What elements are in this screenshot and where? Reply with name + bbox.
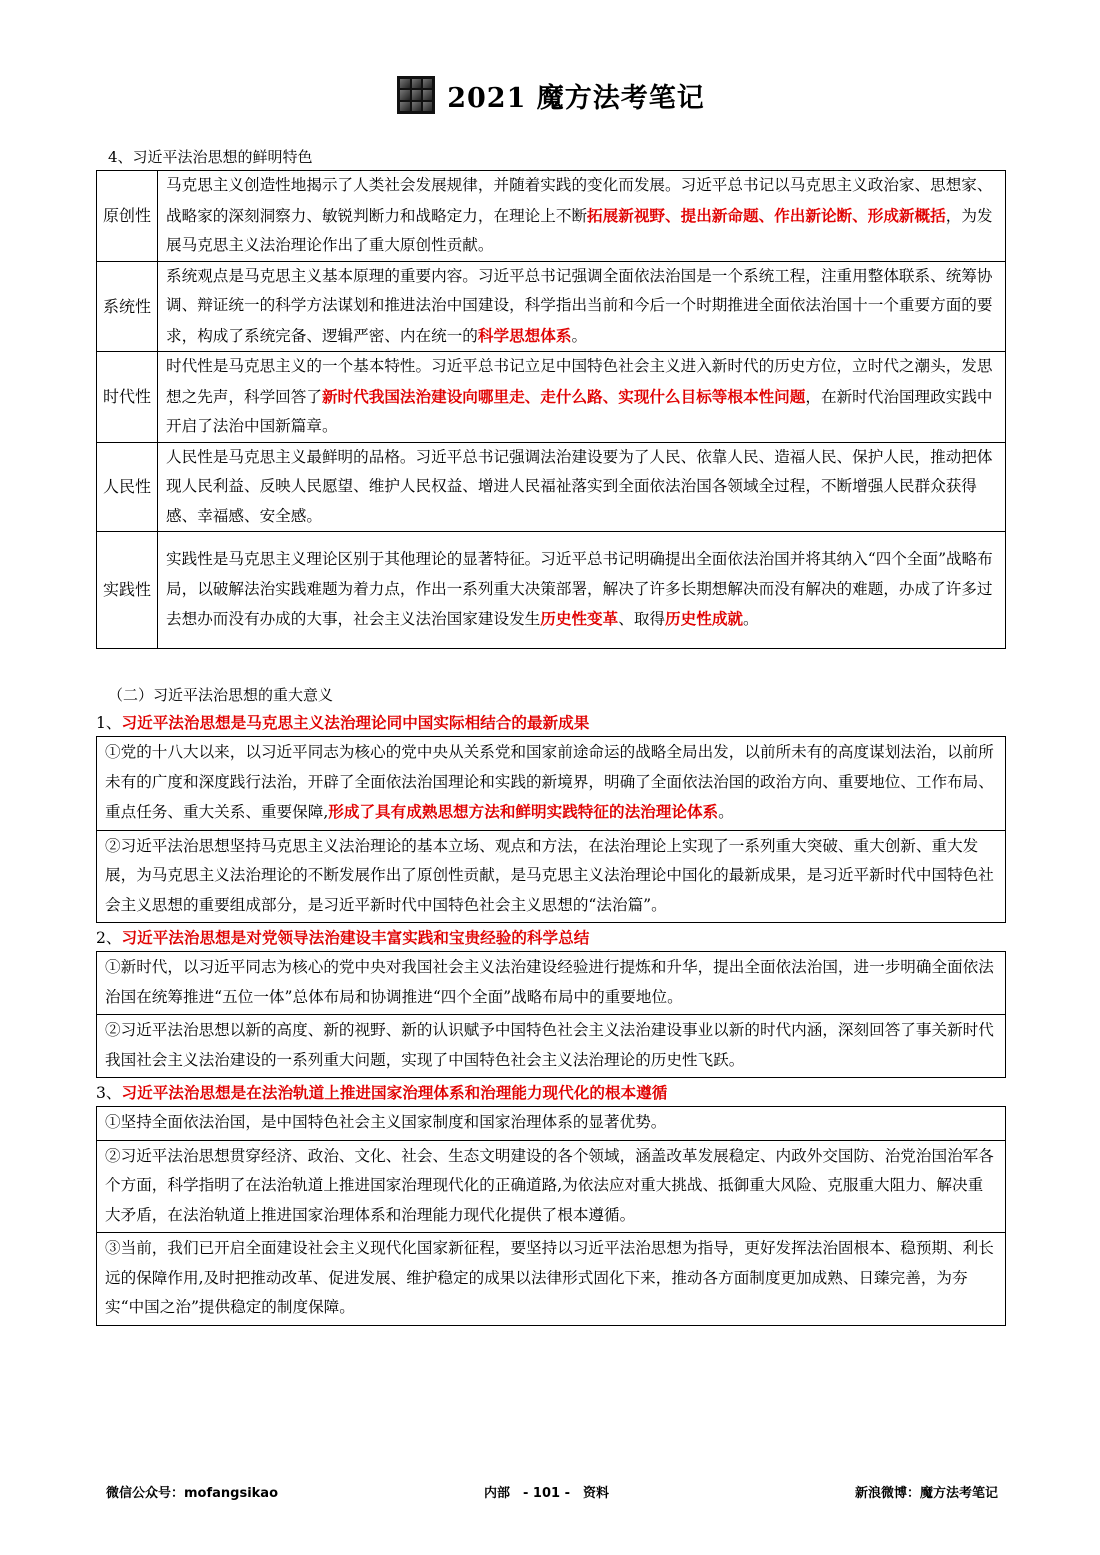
features-table bbox=[96, 170, 1006, 649]
feature-label: 人民性 bbox=[97, 442, 158, 532]
part2-caption: （二）习近平法治思想的重大意义 bbox=[108, 686, 334, 704]
body-text: 。 bbox=[718, 803, 734, 821]
heading-number: 3、 bbox=[96, 1084, 122, 1102]
section4-caption: 4、习近平法治思想的鲜明特色 bbox=[108, 148, 313, 166]
body-text: ①党的十八大以来，以习近平同志为核心的党中央从关系党和国家前途命运的战略全局出发，以前所未有的高度谋划法治，以前所未有的广度和深度践行法治，开辟了全面依法治国理论和实践的新境界，明确了全面依法治国的政治方向、重要地位、工作布局、重点任务、重大关系、重要保障, bbox=[105, 743, 994, 821]
significance-heading bbox=[96, 710, 1006, 736]
significance-box bbox=[96, 1106, 1006, 1326]
body-text: ，在新时代治国理政实践中开启了法治中国新篇章。 bbox=[166, 387, 993, 435]
footer-weibo: 新浪微博：魔方法考笔记 bbox=[854, 1486, 998, 1501]
feature-row bbox=[97, 442, 1006, 532]
feature-row bbox=[97, 171, 1006, 262]
significance-heading bbox=[96, 1080, 1006, 1106]
significance-heading bbox=[96, 925, 1006, 951]
footer-page-number: 内部 - 101 - 资料 bbox=[484, 1486, 609, 1501]
body-text: ③当前，我们已开启全面建设社会主义现代化国家新征程，要坚持以习近平法治思想为指导，更好发挥法治固根本、稳预期、利长远的保障作用,及时把推动改革、促进发展、维护稳定的成果以法律形式固化下来，推动各方面制度更加成熟、日臻完善，为夯实“中国之治”提供稳定的制度保障。 bbox=[105, 1239, 994, 1316]
header bbox=[96, 70, 1006, 120]
significance-item bbox=[97, 1015, 1005, 1077]
body-text: 时代性是马克思主义的一个基本特性。习近平总书记立足中国特色社会主义进入新时代的历史方位，立时代之潮头，发思想之先声，科学回答了 bbox=[166, 357, 993, 406]
significance-item bbox=[97, 1141, 1005, 1234]
feature-content bbox=[158, 171, 1006, 262]
body-text: 。 bbox=[571, 326, 588, 345]
footer-wechat: 微信公众号：mofangsikao bbox=[106, 1486, 279, 1501]
highlighted-text: 历史性变革 bbox=[540, 609, 619, 629]
significance-box bbox=[96, 951, 1006, 1078]
feature-label: 实践性 bbox=[97, 532, 158, 649]
significance-item bbox=[97, 831, 1005, 923]
body-text: ②习近平法治思想以新的高度、新的视野、新的认识赋予中国特色社会主义法治建设事业以新的时代内涵，深刻回答了事关新时代我国社会主义法治建设的一系列重大问题，实现了中国特色社会主义法治理论的历史性飞跃。 bbox=[105, 1021, 994, 1069]
significance-groups bbox=[96, 708, 1006, 1326]
footer bbox=[96, 1482, 1006, 1504]
body-text: 、取得 bbox=[618, 610, 666, 629]
highlighted-text: 形成了具有成熟思想方法和鲜明实践特征的法治理论体系 bbox=[328, 802, 719, 821]
heading-number: 2、 bbox=[96, 929, 122, 947]
feature-row bbox=[97, 532, 1006, 649]
feature-content bbox=[158, 442, 1006, 532]
heading-title: 习近平法治思想是对党领导法治建设丰富实践和宝贵经验的科学总结 bbox=[121, 928, 590, 947]
body-text: ②习近平法治思想坚持马克思主义法治理论的基本立场、观点和方法，在法治理论上实现了一系列重大突破、重大创新、重大发展，为马克思主义法治理论的不断发展作出了原创性贡献，是马克思主义法治理论中国化的最新成果，是习近平新时代中国特色社会主义思想的重要组成部分，是习近平新时代中国特色社会主义思想的“法治篇”。 bbox=[105, 836, 994, 914]
significance-item bbox=[97, 737, 1005, 831]
body-text: 。 bbox=[743, 610, 759, 629]
body-text: ①坚持全面依法治国，是中国特色社会主义国家制度和国家治理体系的显著优势。 bbox=[105, 1113, 667, 1131]
body-text: 实践性是马克思主义理论区别于其他理论的显著特征。习近平总书记明确提出全面依法治国并将其纳入“四个全面”战略布局，以破解法治实践难题为着力点，作出一系列重大决策部署，解决了许多长期想解决而没有解决的难题，办成了许多过去想办而没有办成的大事，社会主义法治国家建设发生 bbox=[166, 550, 993, 629]
significance-item bbox=[97, 952, 1005, 1015]
highlighted-text: 新时代我国法治建设向哪里走、走什么路、实现什么目标等根本性问题 bbox=[321, 386, 806, 406]
highlighted-text: 拓展新视野、提出新命题、作出新论断、形成新概括 bbox=[587, 205, 946, 225]
feature-label: 时代性 bbox=[97, 352, 158, 443]
body-text: 系统观点是马克思主义基本原理的重要内容。习近平总书记强调全面依法治国是一个系统工程，注重用整体联系、统筹协调、辩证统一的科学方法谋划和推进法治中国建设，科学指出当前和今后一个时期推进全面依法治国十一个重要方面的要求，构成了系统完备、逻辑严密、内在统一的 bbox=[166, 266, 993, 345]
feature-row bbox=[97, 261, 1006, 352]
feature-label: 原创性 bbox=[97, 171, 158, 262]
feature-row bbox=[97, 352, 1006, 443]
body-text: ①新时代，以习近平同志为核心的党中央对我国社会主义法治建设经验进行提炼和升华，提出全面依法治国，进一步明确全面依法治国在统筹推进“五位一体”总体布局和协调推进“四个全面”战略布局中的重要地位。 bbox=[105, 958, 994, 1006]
heading-title: 习近平法治思想是马克思主义法治理论同中国实际相结合的最新成果 bbox=[121, 713, 590, 732]
body-text: 马克思主义创造性地揭示了人类社会发展规律，并随着实践的变化而发展。习近平总书记以马克思主义政治家、思想家、战略家的深刻洞察力、敏锐判断力和战略定力，在理论上不断 bbox=[166, 176, 993, 225]
significance-item bbox=[97, 1233, 1005, 1325]
feature-content bbox=[158, 261, 1006, 352]
highlighted-text: 历史性成就 bbox=[665, 609, 744, 629]
page-title: 2021 魔方法考笔记 bbox=[447, 82, 705, 114]
body-text: ，为发展马克思主义法治理论作出了重大原创性贡献。 bbox=[166, 206, 993, 254]
highlighted-text: 科学思想体系 bbox=[477, 325, 572, 345]
heading-title: 习近平法治思想是在法治轨道上推进国家治理体系和治理能力现代化的根本遵循 bbox=[121, 1083, 668, 1102]
body-text: ②习近平法治思想贯穿经济、政治、文化、社会、生态文明建设的各个领域，涵盖改革发展稳定、内政外交国防、治党治国治军各个方面，科学指明了在法治轨道上推进国家治理现代化的正确道路,为依法应对重大挑战、抵御重大风险、克服重大阻力、解决重大矛盾，在法治轨道上推进国家治理体系和治理能力现代化提供了根本遵循。 bbox=[105, 1146, 994, 1224]
significance-box bbox=[96, 736, 1006, 923]
feature-content bbox=[158, 532, 1006, 649]
rubiks-cube-logo bbox=[397, 76, 435, 114]
significance-item bbox=[97, 1107, 1005, 1141]
heading-number: 1、 bbox=[96, 714, 122, 732]
body-text: 人民性是马克思主义最鲜明的品格。习近平总书记强调法治建设要为了人民、依靠人民、造福人民、保护人民，推动把体现人民利益、反映人民愿望、维护人民权益、增进人民福祉落实到全面依法治国各领域全过程，不断增强人民群众获得感、幸福感、安全感。 bbox=[166, 447, 993, 525]
feature-label: 系统性 bbox=[97, 261, 158, 352]
feature-content bbox=[158, 352, 1006, 443]
